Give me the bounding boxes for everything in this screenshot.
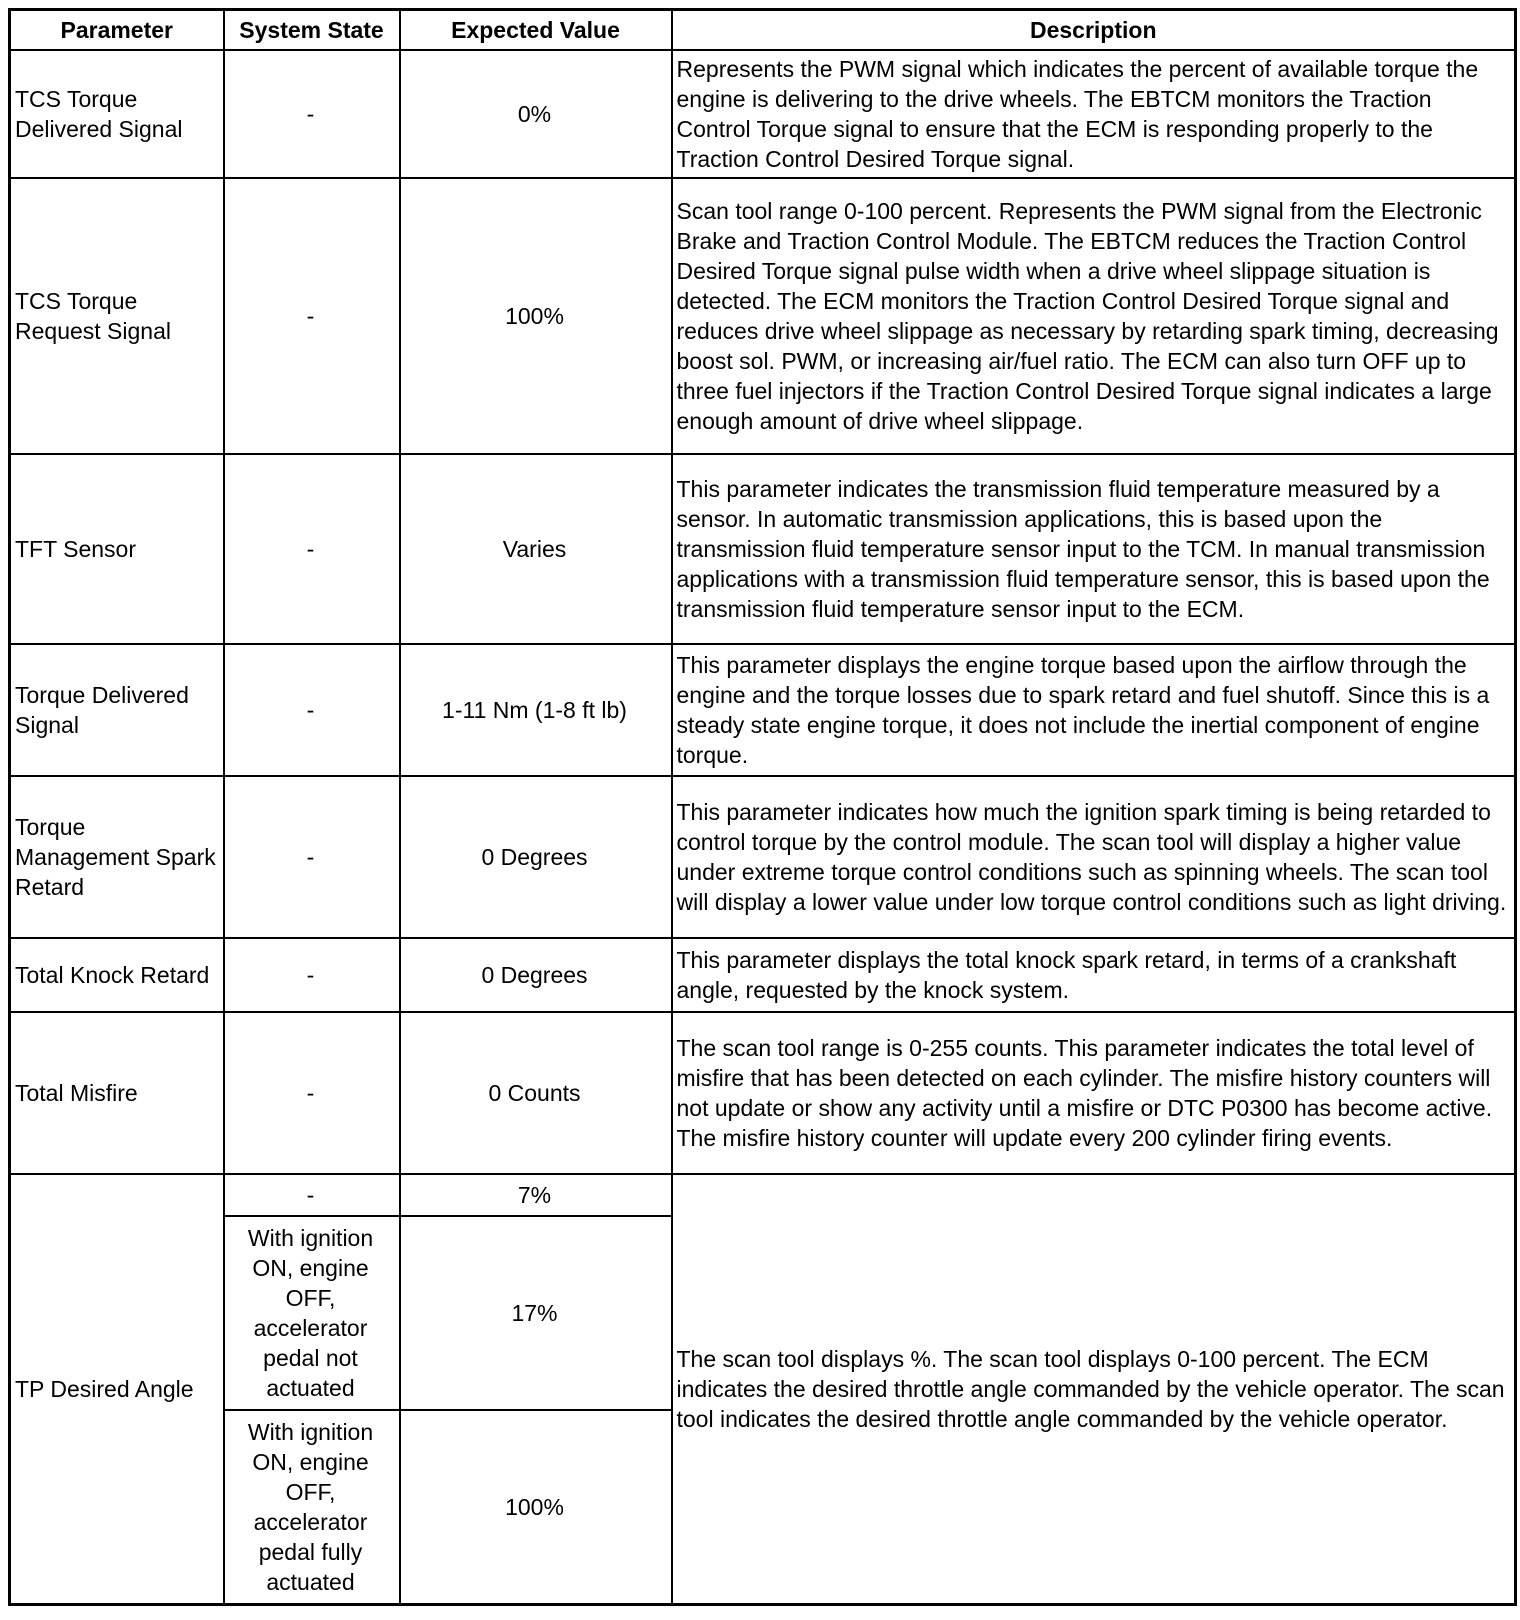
table-row xyxy=(10,1174,1516,1216)
description-cell: This parameter displays the total knock spark retard, in terms of a crankshaft angle, requested by the knock system. xyxy=(672,938,1516,1012)
expected-value-cell: Varies xyxy=(400,454,672,644)
system-state-cell: - xyxy=(224,50,400,178)
header-expected-value: Expected Value xyxy=(400,10,672,51)
expected-value-cell: 17% xyxy=(400,1216,672,1410)
expected-value-cell: 7% xyxy=(400,1174,672,1216)
system-state-cell: - xyxy=(224,644,400,776)
parameter-table xyxy=(8,8,1517,1606)
expected-value-cell: 0 Degrees xyxy=(400,938,672,1012)
parameter-cell: TCS Torque Delivered Signal xyxy=(10,50,224,178)
system-state-cell: - xyxy=(224,178,400,454)
system-state-cell: With ignition ON, engine OFF, accelerator pedal not actuated xyxy=(224,1216,400,1410)
expected-value-cell: 0% xyxy=(400,50,672,178)
description-cell: This parameter indicates the transmission fluid temperature measured by a sensor. In automatic transmission applications, this is based upon the transmission fluid temperature sensor input to the TCM. In manual transmission applications with a transmission fluid temperature sensor, this is based upon the transmission fluid temperature sensor input to the ECM. xyxy=(672,454,1516,644)
table-row xyxy=(10,644,1516,776)
system-state-cell: - xyxy=(224,938,400,1012)
expected-value-cell: 0 Counts xyxy=(400,1012,672,1174)
table-row xyxy=(10,454,1516,644)
header-system-state: System State xyxy=(224,10,400,51)
table-row xyxy=(10,776,1516,938)
system-state-cell: - xyxy=(224,1012,400,1174)
parameter-cell: TCS Torque Request Signal xyxy=(10,178,224,454)
table-row xyxy=(10,50,1516,178)
system-state-cell: With ignition ON, engine OFF, accelerator pedal fully actuated xyxy=(224,1410,400,1604)
description-cell: Scan tool range 0-100 percent. Represents the PWM signal from the Electronic Brake and Traction Control Module. The EBTCM reduces the Traction Control Desired Torque signal pulse width when a drive wheel slippage situation is detected. The ECM monitors the Traction Control Desired Torque signal and reduces drive wheel slippage as necessary by retarding spark timing, decreasing boost sol. PWM, or increasing air/fuel ratio. The ECM can also turn OFF up to three fuel injectors if the Traction Control Desired Torque signal indicates a large enough amount of drive wheel slippage. xyxy=(672,178,1516,454)
expected-value-cell: 1-11 Nm (1-8 ft lb) xyxy=(400,644,672,776)
header-row xyxy=(10,10,1516,51)
description-cell: The scan tool range is 0-255 counts. This parameter indicates the total level of misfire that has been detected on each cylinder. The misfire history counters will not update or show any activity until a misfire or DTC P0300 has become active. The misfire history counter will update every 200 cylinder firing events. xyxy=(672,1012,1516,1174)
description-cell: This parameter displays the engine torque based upon the airflow through the engine and the torque losses due to spark retard and fuel shutoff. Since this is a steady state engine torque, it does not include the inertial component of engine torque. xyxy=(672,644,1516,776)
parameter-cell: TFT Sensor xyxy=(10,454,224,644)
expected-value-cell: 100% xyxy=(400,178,672,454)
parameter-cell: TP Desired Angle xyxy=(10,1174,224,1604)
parameter-cell: Total Misfire xyxy=(10,1012,224,1174)
table-row xyxy=(10,938,1516,1012)
expected-value-cell: 0 Degrees xyxy=(400,776,672,938)
parameter-cell: Torque Management Spark Retard xyxy=(10,776,224,938)
description-cell: Represents the PWM signal which indicates the percent of available torque the engine is delivering to the drive wheels. The EBTCM monitors the Traction Control Torque signal to ensure that the ECM is responding properly to the Traction Control Desired Torque signal. xyxy=(672,50,1516,178)
header-description: Description xyxy=(672,10,1516,51)
parameter-cell: Torque Delivered Signal xyxy=(10,644,224,776)
table-row xyxy=(10,178,1516,454)
description-cell: This parameter indicates how much the ignition spark timing is being retarded to control torque by the control module. The scan tool will display a higher value under extreme torque control conditions such as spinning wheels. The scan tool will display a lower value under low torque control conditions such as light driving. xyxy=(672,776,1516,938)
header-parameter: Parameter xyxy=(10,10,224,51)
system-state-cell: - xyxy=(224,776,400,938)
system-state-cell: - xyxy=(224,454,400,644)
parameter-cell: Total Knock Retard xyxy=(10,938,224,1012)
description-cell: The scan tool displays %. The scan tool displays 0-100 percent. The ECM indicates the desired throttle angle commanded by the vehicle operator. The scan tool indicates the desired throttle angle commanded by the vehicle operator. xyxy=(672,1174,1516,1604)
system-state-cell: - xyxy=(224,1174,400,1216)
table-row xyxy=(10,1012,1516,1174)
expected-value-cell: 100% xyxy=(400,1410,672,1604)
